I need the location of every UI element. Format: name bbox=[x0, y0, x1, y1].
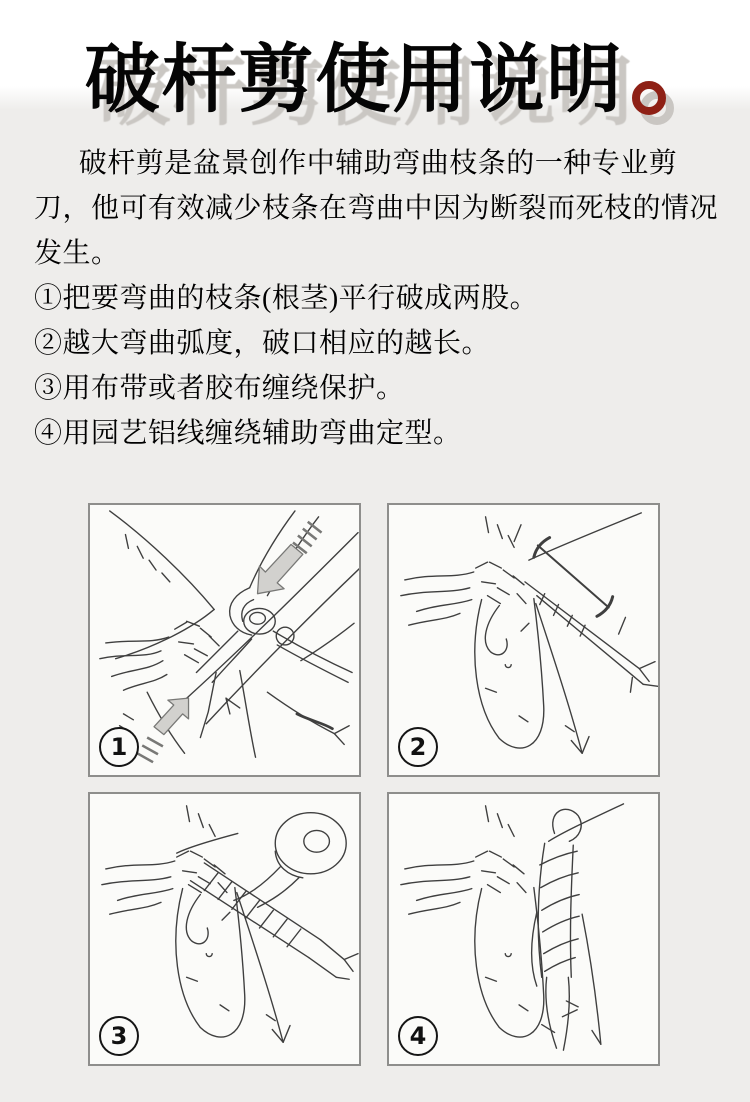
figure-panel-1 bbox=[88, 503, 361, 777]
figure-number-badge bbox=[398, 1016, 438, 1056]
figure-number-badge bbox=[99, 1016, 139, 1056]
page-header bbox=[0, 40, 750, 123]
step-item-2: ②越大弯曲弧度，破口相应的越长。 bbox=[34, 327, 491, 359]
figure-number: 3 bbox=[110, 1021, 128, 1050]
press-down-arrow-icon bbox=[258, 544, 303, 593]
figure-number-badge bbox=[398, 727, 438, 767]
intro-paragraph: 破杆剪是盆景创作中辅助弯曲枝条的一种专业剪刀，他可有效减少枝条在弯曲中因为断裂而死枝的情况发生。 bbox=[34, 147, 719, 269]
step-item-3: ③用布带或者胶布缠绕保护。 bbox=[34, 372, 405, 404]
red-circle-period-icon bbox=[632, 81, 666, 115]
figure-number: 1 bbox=[110, 732, 128, 761]
figure-number-badge bbox=[99, 727, 139, 767]
figure-number: 2 bbox=[409, 732, 427, 761]
press-up-arrow-icon bbox=[154, 698, 188, 734]
figure-panel-2 bbox=[387, 503, 660, 777]
step-item-1: ①把要弯曲的枝条(根茎)平行破成两股。 bbox=[34, 282, 539, 314]
coiled-branch bbox=[538, 843, 579, 977]
instruction-page bbox=[0, 40, 750, 1102]
document-body bbox=[34, 141, 724, 456]
step-item-4: ④用园艺铝线缠绕辅助弯曲定型。 bbox=[34, 417, 462, 449]
figure-grid bbox=[88, 503, 750, 1066]
figure-panel-3 bbox=[88, 792, 361, 1066]
figure-panel-4 bbox=[387, 792, 660, 1066]
length-arrow-icon bbox=[514, 524, 625, 633]
page-title: 破杆剪使用说明 bbox=[84, 39, 624, 122]
figure-number: 4 bbox=[409, 1021, 427, 1050]
